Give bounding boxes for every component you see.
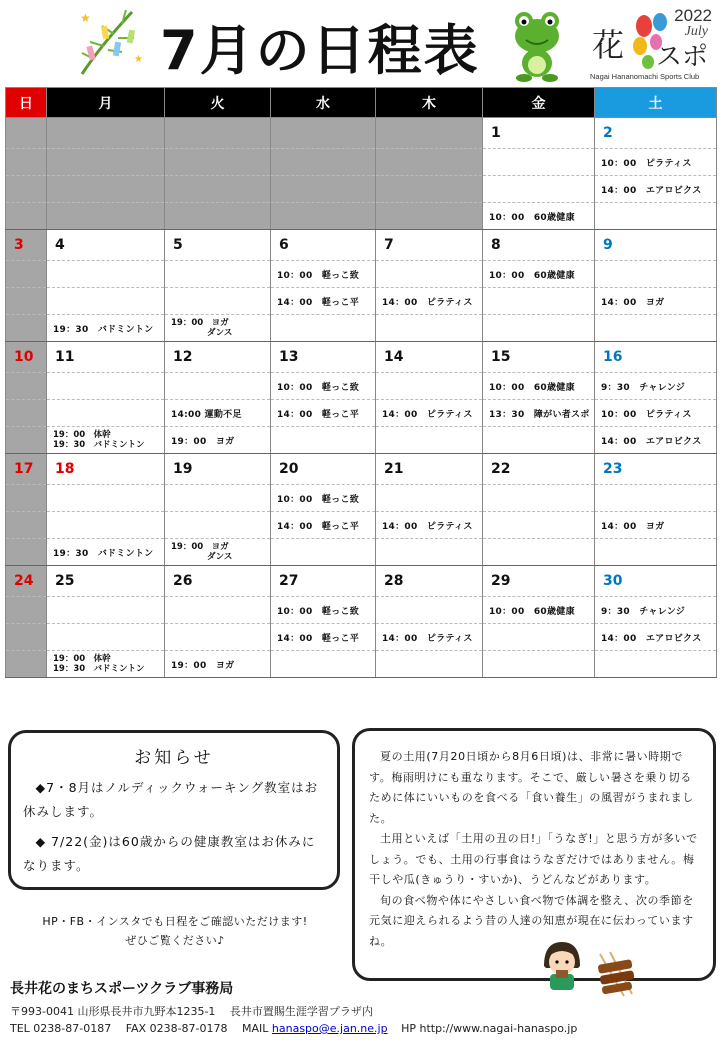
- event-slot: [271, 372, 375, 399]
- event-slot: [376, 538, 482, 565]
- day-cell: [271, 566, 376, 678]
- event-text: 14：00 軽っこ平: [277, 633, 360, 644]
- day-cell: [165, 454, 271, 566]
- event-slot: [271, 650, 375, 677]
- day-number: 21: [384, 461, 404, 477]
- day-number: 25: [55, 573, 75, 589]
- event-slot: [483, 650, 594, 677]
- event-slot: [595, 399, 716, 426]
- day-number: 2: [603, 125, 613, 141]
- event-slot: [165, 314, 270, 341]
- day-cell: [47, 230, 165, 342]
- event-slot: [595, 287, 716, 314]
- event-slot: [595, 426, 716, 453]
- event-slot: [47, 202, 164, 229]
- day-number: 20: [279, 461, 299, 477]
- event-slot: [271, 202, 375, 229]
- event-slot: [47, 148, 164, 175]
- day-cell: [483, 342, 595, 454]
- event-text: 13：30 障がい者スポ: [489, 409, 590, 420]
- calendar-body: [6, 118, 717, 678]
- weekday-3: 水: [271, 88, 376, 118]
- calendar-table: [5, 87, 717, 678]
- event-text: 19：00 体幹: [53, 430, 111, 440]
- event-slot: [6, 623, 46, 650]
- day-number: 7: [384, 237, 394, 253]
- event-text: 14：00 ピラティス: [382, 521, 473, 532]
- event-slot: [47, 260, 164, 287]
- page-title: 7月の日程表: [160, 19, 480, 82]
- footer-org-name: 長井花のまちスポーツクラブ事務局: [10, 981, 234, 997]
- notice-item-2: ◆ 7/22(金)は60歳からの健康教室はお休みになります。: [23, 834, 316, 873]
- day-number: 30: [603, 573, 623, 589]
- event-text: 19：30 バドミントン: [53, 548, 154, 559]
- day-number: [6, 118, 46, 148]
- day-cell: [47, 342, 165, 454]
- day-cell: [483, 566, 595, 678]
- day-number: 23: [603, 461, 623, 477]
- day-number: 16: [603, 349, 623, 365]
- event-slot: [165, 538, 270, 565]
- event-slot: [165, 399, 270, 426]
- event-text: 14:00 運動不足: [171, 409, 242, 420]
- notice-heading: お知らせ: [134, 748, 214, 768]
- event-slot: [6, 148, 46, 175]
- event-text: ダンス: [207, 552, 233, 562]
- event-text: 19：30 バドミントン: [53, 664, 145, 674]
- notice-box: [8, 730, 340, 890]
- event-slot: [483, 484, 594, 511]
- event-slot: [271, 426, 375, 453]
- mail-link[interactable]: hanaspo@e.jan.ne.jp: [271, 1022, 388, 1035]
- event-slot: [271, 538, 375, 565]
- event-text: 14：00 ヨガ: [601, 297, 665, 308]
- day-number: 26: [173, 573, 193, 589]
- event-slot: [6, 538, 46, 565]
- event-slot: [47, 511, 164, 538]
- event-slot: [47, 175, 164, 202]
- grilled-eel-icon: [594, 950, 638, 998]
- week-row: [6, 118, 717, 230]
- event-slot: [271, 148, 375, 175]
- day-cell: [483, 118, 595, 230]
- day-cell: [6, 118, 47, 230]
- event-text: 10：00 ピラティス: [601, 158, 692, 169]
- event-text: 10：00 ピラティス: [601, 409, 692, 420]
- day-number: 13: [279, 349, 299, 365]
- event-slot: [376, 175, 482, 202]
- day-number: 19: [173, 461, 193, 477]
- day-cell: [376, 454, 483, 566]
- essay-para-1: 夏の土用(7月20日頃から8月6日頃)は、非常に暑い時期です。梅雨明けにも重なります。そこで、厳しい暑さを乗り切るために体にいいものを食べる「食い養生」の風習がうまれました。: [369, 750, 694, 825]
- event-slot: [483, 596, 594, 623]
- event-slot: [6, 314, 46, 341]
- event-text: 10：00 軽っこ致: [277, 382, 360, 393]
- event-slot: [165, 650, 270, 677]
- day-number: 5: [173, 237, 183, 253]
- event-slot: [376, 314, 482, 341]
- event-slot: [595, 511, 716, 538]
- tanabata-bamboo-icon: [72, 4, 152, 80]
- event-slot: [271, 623, 375, 650]
- event-text: 10：00 60歳健康: [489, 382, 575, 393]
- day-cell: [165, 342, 271, 454]
- event-slot: [6, 426, 46, 453]
- doyo-essay-box: [352, 728, 716, 981]
- day-cell: [595, 342, 717, 454]
- weekday-6: 土: [595, 88, 717, 118]
- day-cell: [376, 566, 483, 678]
- day-number: 3: [14, 237, 24, 253]
- day-cell: [6, 230, 47, 342]
- event-slot: [47, 538, 164, 565]
- footer-contact: [10, 1020, 577, 1036]
- event-slot: [271, 596, 375, 623]
- event-slot: [47, 623, 164, 650]
- event-slot: [483, 260, 594, 287]
- event-slot: [595, 650, 716, 677]
- event-slot: [6, 511, 46, 538]
- event-slot: [165, 596, 270, 623]
- hp-note: [20, 912, 330, 950]
- logo-club-name: Nagai Hananomachi Sports Club: [590, 72, 700, 81]
- event-slot: [595, 314, 716, 341]
- event-slot: [483, 426, 594, 453]
- event-slot: [47, 484, 164, 511]
- event-slot: [376, 484, 482, 511]
- event-text: 14：00 ヨガ: [601, 521, 665, 532]
- day-number: 22: [491, 461, 511, 477]
- event-text: 10：00 軽っこ致: [277, 606, 360, 617]
- girl-eating-icon: [538, 938, 586, 990]
- event-slot: [376, 372, 482, 399]
- event-slot: [376, 426, 482, 453]
- event-slot: [595, 260, 716, 287]
- event-text: 19：00 ヨガ: [171, 318, 229, 328]
- event-slot: [165, 372, 270, 399]
- day-cell: [165, 118, 271, 230]
- event-text: 19：30 バドミントン: [53, 324, 154, 335]
- event-slot: [6, 202, 46, 229]
- hp-note-line-1: HP・FB・インスタでも日程をご確認いただけます!: [42, 915, 308, 928]
- event-slot: [165, 175, 270, 202]
- logo-supo: スポ: [656, 42, 709, 72]
- event-slot: [595, 148, 716, 175]
- event-slot: [376, 623, 482, 650]
- event-slot: [595, 484, 716, 511]
- event-text: 14：00 ピラティス: [382, 409, 473, 420]
- notice-item-1: ◆7・8月はノルディックウォーキング教室はお休みします。: [23, 780, 319, 819]
- event-slot: [47, 596, 164, 623]
- event-slot: [483, 372, 594, 399]
- event-text: 14：00 エアロビクス: [601, 436, 702, 447]
- day-cell: [6, 566, 47, 678]
- event-slot: [165, 260, 270, 287]
- week-row: [6, 454, 717, 566]
- logo-month: July: [684, 24, 708, 39]
- day-cell: [595, 118, 717, 230]
- event-slot: [165, 287, 270, 314]
- day-cell: [6, 454, 47, 566]
- event-slot: [483, 511, 594, 538]
- event-text: ダンス: [207, 328, 233, 338]
- event-slot: [165, 426, 270, 453]
- event-text: 14：00 軽っこ平: [277, 409, 360, 420]
- event-slot: [376, 287, 482, 314]
- day-cell: [165, 230, 271, 342]
- day-cell: [595, 566, 717, 678]
- event-slot: [6, 260, 46, 287]
- event-slot: [483, 148, 594, 175]
- day-number: 27: [279, 573, 299, 589]
- event-slot: [595, 372, 716, 399]
- logo-hana: 花: [592, 26, 625, 64]
- footer-tel-fax: TEL 0238-87-0187 FAX 0238-87-0178 MAIL: [10, 1022, 269, 1035]
- event-slot: [595, 596, 716, 623]
- day-cell: [376, 230, 483, 342]
- day-number: 1: [491, 125, 501, 141]
- svg-text:★: ★: [134, 54, 143, 65]
- event-slot: [165, 511, 270, 538]
- weekday-0: 日: [6, 88, 47, 118]
- event-slot: [483, 175, 594, 202]
- event-slot: [271, 287, 375, 314]
- essay-para-3: 旬の食べ物や体にやさしい食べ物で体調を整え、次の季節を元気に迎えられるよう昔の人達の知恵が現在に伝わっていますね。: [369, 893, 694, 948]
- day-cell: [595, 454, 717, 566]
- event-slot: [483, 399, 594, 426]
- event-slot: [6, 175, 46, 202]
- event-slot: [165, 484, 270, 511]
- event-slot: [376, 260, 482, 287]
- event-slot: [376, 399, 482, 426]
- event-slot: [47, 399, 164, 426]
- event-text: 10：00 軽っこ致: [277, 270, 360, 281]
- day-number: 15: [491, 349, 511, 365]
- hp-note-line-2: ぜひご覧ください♪: [125, 934, 225, 947]
- event-slot: [595, 623, 716, 650]
- day-cell: [271, 454, 376, 566]
- day-number: 24: [14, 573, 34, 589]
- event-slot: [483, 538, 594, 565]
- week-row: [6, 342, 717, 454]
- day-cell: [271, 230, 376, 342]
- day-cell: [47, 454, 165, 566]
- essay-para-2: 土用といえば「土用の丑の日!」「うなぎ!」と思う方が多いでしょう。でも、土用の行事食はうなぎだけではありません。梅干しや瓜(きゅうり・すいか)、うどんなどがあります。: [369, 832, 698, 886]
- day-number: [47, 118, 164, 148]
- day-cell: [165, 566, 271, 678]
- event-text: 10：00 60歳健康: [489, 212, 575, 223]
- day-cell: [271, 342, 376, 454]
- event-text: 19：00 ヨガ: [171, 660, 235, 671]
- event-slot: [47, 372, 164, 399]
- event-slot: [6, 596, 46, 623]
- event-slot: [6, 372, 46, 399]
- event-slot: [6, 287, 46, 314]
- event-slot: [47, 650, 164, 677]
- event-text: 19：00 ヨガ: [171, 436, 235, 447]
- day-number: 6: [279, 237, 289, 253]
- event-slot: [271, 484, 375, 511]
- footer-hp: HP http://www.nagai-hanaspo.jp: [401, 1022, 578, 1035]
- day-number: 9: [603, 237, 613, 253]
- day-number: [271, 118, 375, 148]
- weekday-2: 火: [165, 88, 271, 118]
- event-text: 14：00 ピラティス: [382, 297, 473, 308]
- day-cell: [376, 118, 483, 230]
- event-slot: [376, 511, 482, 538]
- day-number: 12: [173, 349, 193, 365]
- week-row: [6, 230, 717, 342]
- event-text: 14：00 軽っこ平: [277, 297, 360, 308]
- event-slot: [271, 399, 375, 426]
- event-text: 19：00 体幹: [53, 654, 111, 664]
- frog-icon: [506, 8, 568, 82]
- event-text: 14：00 エアロビクス: [601, 633, 702, 644]
- day-cell: [483, 454, 595, 566]
- day-number: 17: [14, 461, 34, 477]
- event-slot: [595, 202, 716, 229]
- event-slot: [271, 175, 375, 202]
- event-text: 19：00 ヨガ: [171, 542, 229, 552]
- weekday-5: 金: [483, 88, 595, 118]
- day-number: [165, 118, 270, 148]
- day-number: [376, 118, 482, 148]
- event-slot: [376, 650, 482, 677]
- event-slot: [483, 287, 594, 314]
- weekday-4: 木: [376, 88, 483, 118]
- event-slot: [376, 148, 482, 175]
- footer-address: 〒993-0041 山形県長井市九野本1235-1 長井市置賜生涯学習プラザ内: [10, 1005, 373, 1018]
- event-slot: [376, 596, 482, 623]
- day-number: 14: [384, 349, 404, 365]
- event-text: 14：00 軽っこ平: [277, 521, 360, 532]
- event-slot: [47, 314, 164, 341]
- event-slot: [165, 623, 270, 650]
- event-slot: [483, 623, 594, 650]
- event-slot: [271, 511, 375, 538]
- event-slot: [47, 426, 164, 453]
- weekday-1: 月: [47, 88, 165, 118]
- svg-text:★: ★: [80, 11, 91, 25]
- event-slot: [376, 202, 482, 229]
- event-text: 19：30 バドミントン: [53, 440, 145, 450]
- day-number: 29: [491, 573, 511, 589]
- day-number: 11: [55, 349, 75, 365]
- event-slot: [165, 202, 270, 229]
- event-text: 10：00 軽っこ致: [277, 494, 360, 505]
- day-cell: [6, 342, 47, 454]
- day-number: 8: [491, 237, 501, 253]
- event-slot: [271, 314, 375, 341]
- event-slot: [6, 650, 46, 677]
- day-cell: [483, 230, 595, 342]
- day-number: 18: [55, 461, 75, 477]
- event-text: 9：30 チャレンジ: [601, 382, 686, 393]
- weekday-header: [6, 88, 717, 118]
- logo-year: 2022: [674, 6, 712, 25]
- event-text: 14：00 ピラティス: [382, 633, 473, 644]
- day-cell: [271, 118, 376, 230]
- event-slot: [6, 399, 46, 426]
- header: [0, 0, 720, 86]
- event-slot: [6, 484, 46, 511]
- event-slot: [595, 175, 716, 202]
- event-slot: [595, 538, 716, 565]
- event-text: 10：00 60歳健康: [489, 270, 575, 281]
- day-number: 10: [14, 349, 34, 365]
- day-cell: [47, 566, 165, 678]
- event-slot: [483, 314, 594, 341]
- day-number: 28: [384, 573, 404, 589]
- event-text: 14：00 エアロビクス: [601, 185, 702, 196]
- day-number: 4: [55, 237, 65, 253]
- day-cell: [595, 230, 717, 342]
- event-slot: [483, 202, 594, 229]
- event-slot: [165, 148, 270, 175]
- day-cell: [47, 118, 165, 230]
- event-slot: [271, 260, 375, 287]
- week-row: [6, 566, 717, 678]
- event-slot: [47, 287, 164, 314]
- day-cell: [376, 342, 483, 454]
- event-text: 9：30 チャレンジ: [601, 606, 686, 617]
- event-text: 10：00 60歳健康: [489, 606, 575, 617]
- club-logo: [590, 6, 716, 84]
